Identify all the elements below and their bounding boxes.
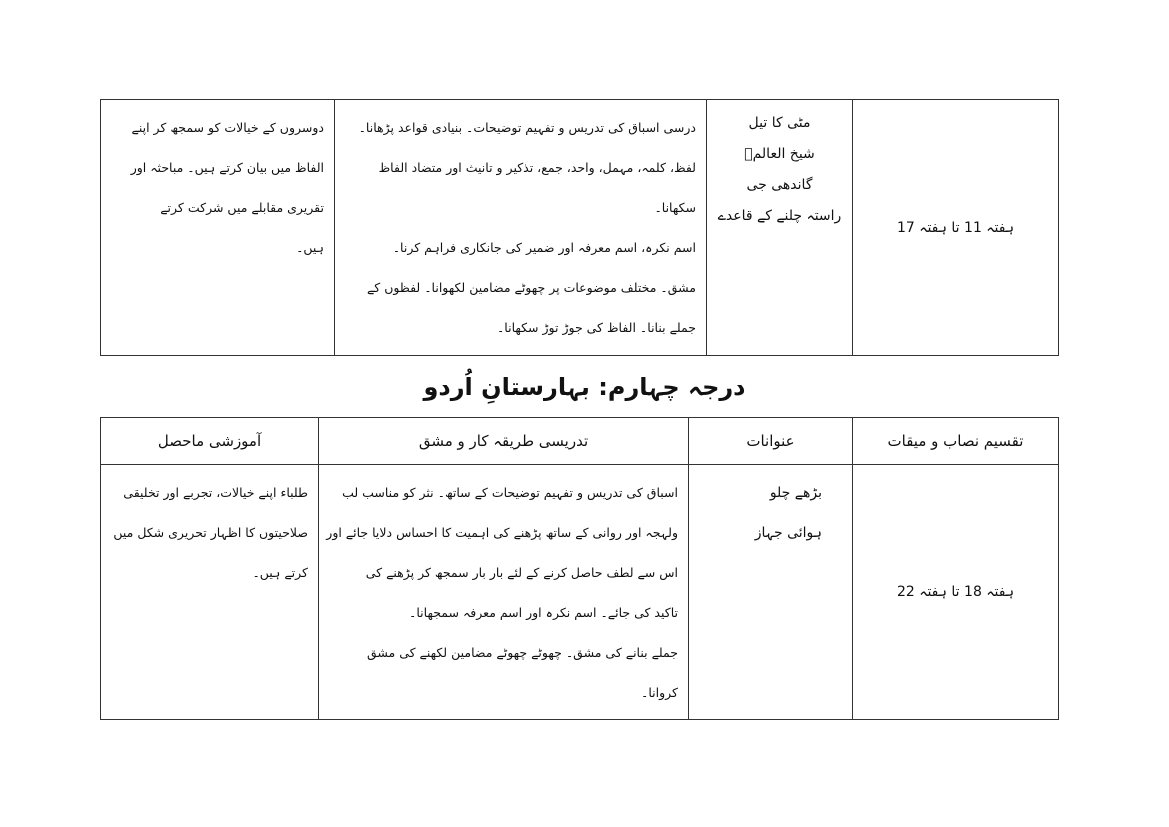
outcome-line: صلاحیتوں کا اظہار تحریری شکل میں <box>113 525 308 540</box>
topic-item: ہوائی جہاز <box>754 525 822 541</box>
method-line: درسی اسباق کی تدریس و تفہیم توضیحات۔ بنیادی قواعد پڑھانا۔ <box>358 120 696 135</box>
method-line: مشق۔ مختلف موضوعات پر چھوٹے مضامین لکھوانا۔ لفظوں کے <box>366 280 696 295</box>
topic-item: مٹی کا تیل <box>748 115 811 131</box>
method-line: سکھانا۔ <box>654 200 696 215</box>
outcome-line: طلباء اپنے خیالات، تجربے اور تخلیقی <box>123 485 308 500</box>
method-line: اسباق کی تدریس و تفہیم توضیحات کے ساتھ۔ نثر کو مناسب لب <box>342 485 678 500</box>
syllabus-table-2 <box>100 417 1059 720</box>
outcome-line: کرتے ہیں۔ <box>252 565 308 580</box>
topic-item: گاندھی جی <box>746 177 813 193</box>
syllabus-table-1 <box>100 99 1059 356</box>
outcome-line: تقریری مقابلے میں شرکت کرتے <box>160 200 324 215</box>
outcome-line: ہیں۔ <box>296 240 324 255</box>
header-schedule: تقسیم نصاب و میقات <box>853 418 1059 465</box>
week-range: ہفتہ 11 تا ہفتہ 17 <box>896 219 1015 236</box>
topics-cell <box>689 465 853 720</box>
section-title: درجہ چہارم: بہارستانِ اُردو <box>423 373 746 401</box>
method-line: تاکید کی جائے۔ اسم نکرہ اور اسم معرفہ سمجھانا۔ <box>409 605 678 620</box>
outcome-cell <box>101 100 335 356</box>
method-line: جملے بنانا۔ الفاظ کی جوڑ توڑ سکھانا۔ <box>496 320 696 335</box>
method-line: لفظ، کلمہ، مہمل، واحد، جمع، تذکیر و تانیث اور متضاد الفاظ <box>378 160 696 175</box>
header-method: تدریسی طریقہ کار و مشق <box>319 418 689 465</box>
method-line: ولہجہ اور روانی کے ساتھ پڑھنے کی اہمیت کا احساس دلایا جائے اور <box>326 525 678 540</box>
method-cell <box>335 100 707 356</box>
outcome-cell <box>101 465 319 720</box>
topic-item: راستہ چلنے کے قاعدے <box>717 208 842 224</box>
outcome-line: دوسروں کے خیالات کو سمجھ کر اپنے <box>131 120 324 135</box>
method-line: اسم نکرہ، اسم معرفہ اور ضمیر کی جانکاری فراہم کرنا۔ <box>392 240 696 255</box>
method-cell <box>319 465 689 720</box>
method-line: اس سے لطف حاصل کرنے کے لئے بار بار سمجھ کر پڑھنے کی <box>365 565 678 580</box>
header-topics: عنوانات <box>689 418 853 465</box>
week-range: ہفتہ 18 تا ہفتہ 22 <box>896 584 1015 600</box>
outcome-line: الفاظ میں بیان کرتے ہیں۔ مباحثہ اور <box>130 160 324 175</box>
week-cell <box>853 100 1059 356</box>
method-line: جملے بنانے کی مشق۔ چھوٹے چھوٹے مضامین لکھنے کی مشق <box>366 645 678 660</box>
topic-item: بڑھے چلو <box>769 485 822 501</box>
topics-cell <box>707 100 853 356</box>
week-cell <box>853 465 1059 720</box>
topic-item: شیخ العالمؒ <box>744 146 815 162</box>
header-outcome: آموزشی ماحصل <box>101 418 319 465</box>
method-line: کروانا۔ <box>641 685 678 700</box>
